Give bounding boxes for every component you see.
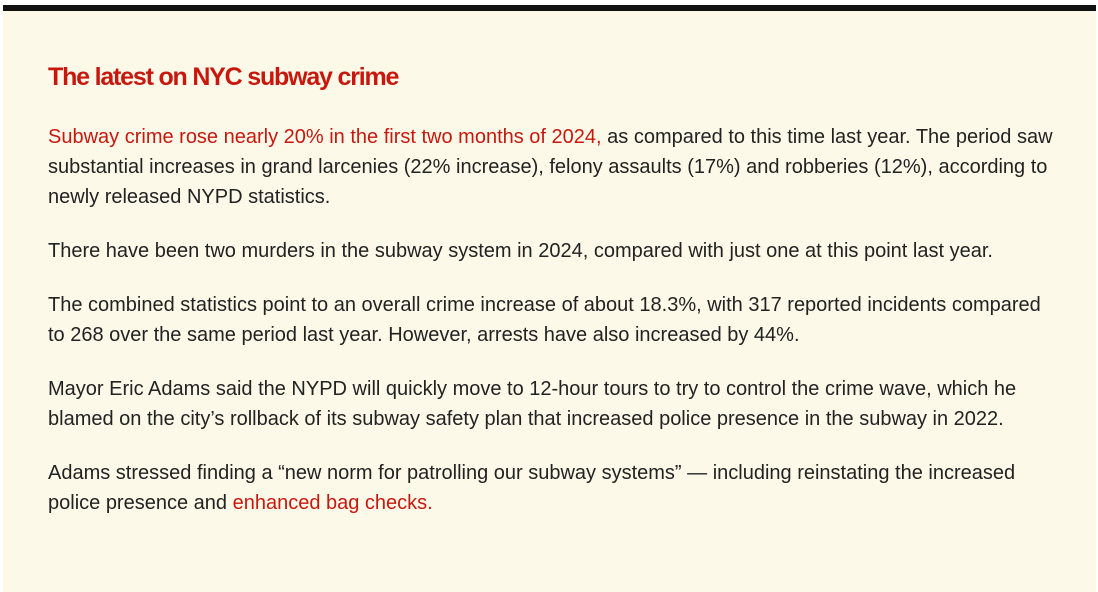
paragraph-1 xyxy=(48,122,1058,212)
paragraph-1-text: as compared to this time last year. The period saw substantial increases in grand larcenies (22% increase), felony assaults (17%) and robberies (12%), according to newly released NYPD statistics. xyxy=(48,126,1053,208)
paragraph-5 xyxy=(48,458,1058,518)
paragraph-3: The combined statistics point to an overall crime increase of about 18.3%, with 317 reported incidents compared to 268 over the same period last year. However, arrests have also increased by 44%. xyxy=(48,294,1041,346)
subway-crime-rose-link[interactable]: Subway crime rose nearly 20% in the first two months of 2024, xyxy=(48,126,602,148)
article-body xyxy=(48,122,1058,542)
article-title: The latest on NYC subway crime xyxy=(48,63,399,91)
paragraph-5-text: Adams stressed finding a “new norm for patrolling our subway systems” — including reinstating the increased police presence and xyxy=(48,462,1016,514)
paragraph-2: There have been two murders in the subway system in 2024, compared with just one at this point last year. xyxy=(48,240,993,262)
article-card xyxy=(3,5,1096,592)
enhanced-bag-checks-link[interactable]: enhanced bag checks. xyxy=(232,492,433,514)
paragraph-4: Mayor Eric Adams said the NYPD will quickly move to 12-hour tours to try to control the crime wave, which he blamed on the city’s rollback of its subway safety plan that increased police presence in the subway in 2022. xyxy=(48,378,1017,430)
